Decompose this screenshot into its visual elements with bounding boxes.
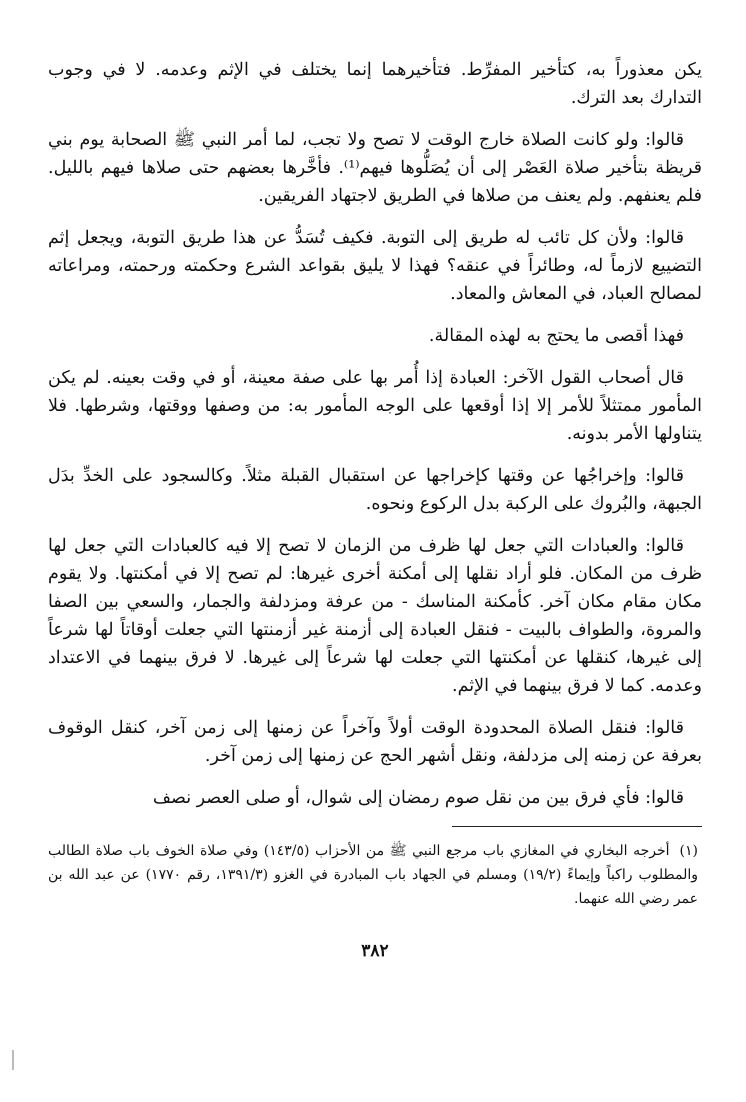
page-number: ٣٨٢ [361, 941, 389, 961]
paragraph-1: يكن معذوراً به، كتأخير المفرِّط. فتأخيرهما إنما يختلف في الإثم وعدمه. لا في وجوب التدارك بعد الترك. [48, 60, 702, 108]
paragraph-7: قالوا: والعبادات التي جعل لها ظرف من الزمان لا تصح إلا فيه كالعبادات التي جعل لها ظرف من المكان. فلو أراد نقلها إلى أمكنة أخرى غيرها: لم تصح إلا في أمكنتها. ولا يقوم مكان مقام مكان آخر. كأمكنة المناسك - من عرفة ومزدلفة والجمار، والسعي بين الصفا والمروة، والطواف بالبيت - فنقل العبادة إلى أزمنة غير أزمنتها التي جعلت أوقاتاً لها شرعاً إلى غيرها، كنقلها عن أمكنتها التي جعلت لها شرعاً إلى غيرها. لا فرق بينهما في الاعتداد وعدمه. كما لا فرق بينهما في الإثم. [48, 536, 702, 696]
footnote [48, 839, 702, 911]
footnote-marker: (١) [679, 843, 698, 859]
main-text [48, 56, 702, 812]
footnote-text: أخرجه البخاري في المغازي باب مرجع النبي ﷺ من الأحزاب (١٤٣/٥) وفي صلاة الخوف باب صلاة الطالب والمطلوب راكباً وإيماءً (١٩/٢) ومسلم في الجهاد باب المبادرة في الغزو (١٣٩١/٣، رقم ١٧٧٠) عن عبد الله بن عمر رضي الله عنهما. [48, 843, 698, 907]
paragraph-6: قالوا: وإخراجُها عن وقتها كإخراجها عن استقبال القبلة مثلاً. وكالسجود على الخدِّ بدَل الجبهة، والبُروك على الركبة بدل الركوع ونحوه. [48, 466, 702, 514]
paragraph-5: قال أصحاب القول الآخر: العبادة إذا أُمر بها على صفة معينة، أو في وقت بعينه. لم يكن المأمور ممتثلاً للأمر إلا إذا أوقعها على الوجه المأمور به: من وصفها ووقتها، وشرطها. فلا يتناولها الأمر بدونه. [48, 368, 702, 444]
paragraph-3: قالوا: ولأن كل تائب له طريق إلى التوبة. فكيف تُسَدُّ عن هذا طريق التوبة، ويجعل إثم التضييع لازماً له، وطائراً في عنقه؟ فهذا لا يليق بقواعد الشرع وحكمته ورحمته، ومراعاته لمصالح العباد، في المعاش والمعاد. [48, 228, 702, 304]
paragraph-8: قالوا: فنقل الصلاة المحدودة الوقت أولاً وآخراً عن زمنها إلى زمن آخر، كنقل الوقوف بعرفة عن زمنه إلى مزدلفة، ونقل أشهر الحج عن زمنها إلى زمن آخر. [48, 718, 702, 766]
paragraph-4: فهذا أقصى ما يحتج به لهذه المقالة. [428, 326, 684, 346]
paragraph-9: قالوا: فأي فرق بين من نقل صوم رمضان إلى شوال، أو صلى العصر نصف [152, 788, 684, 808]
footnote-divider [452, 826, 702, 827]
paragraph-2: قالوا: ولو كانت الصلاة خارج الوقت لا تصح ولا تجب، لما أمر النبي ﷺ الصحابة يوم بني قريظة بتأخير صلاة العَصْر إلى أن يُصَلُّوها فيهم⁽¹⁾. فأخَّرها بعضهم حتى صلاها فيهم بالليل. فلم يعنفهم. ولم يعنف من صلاها في الطريق لاجتهاد الفريقين. [48, 130, 702, 206]
scan-edge-mark [12, 1050, 14, 1070]
